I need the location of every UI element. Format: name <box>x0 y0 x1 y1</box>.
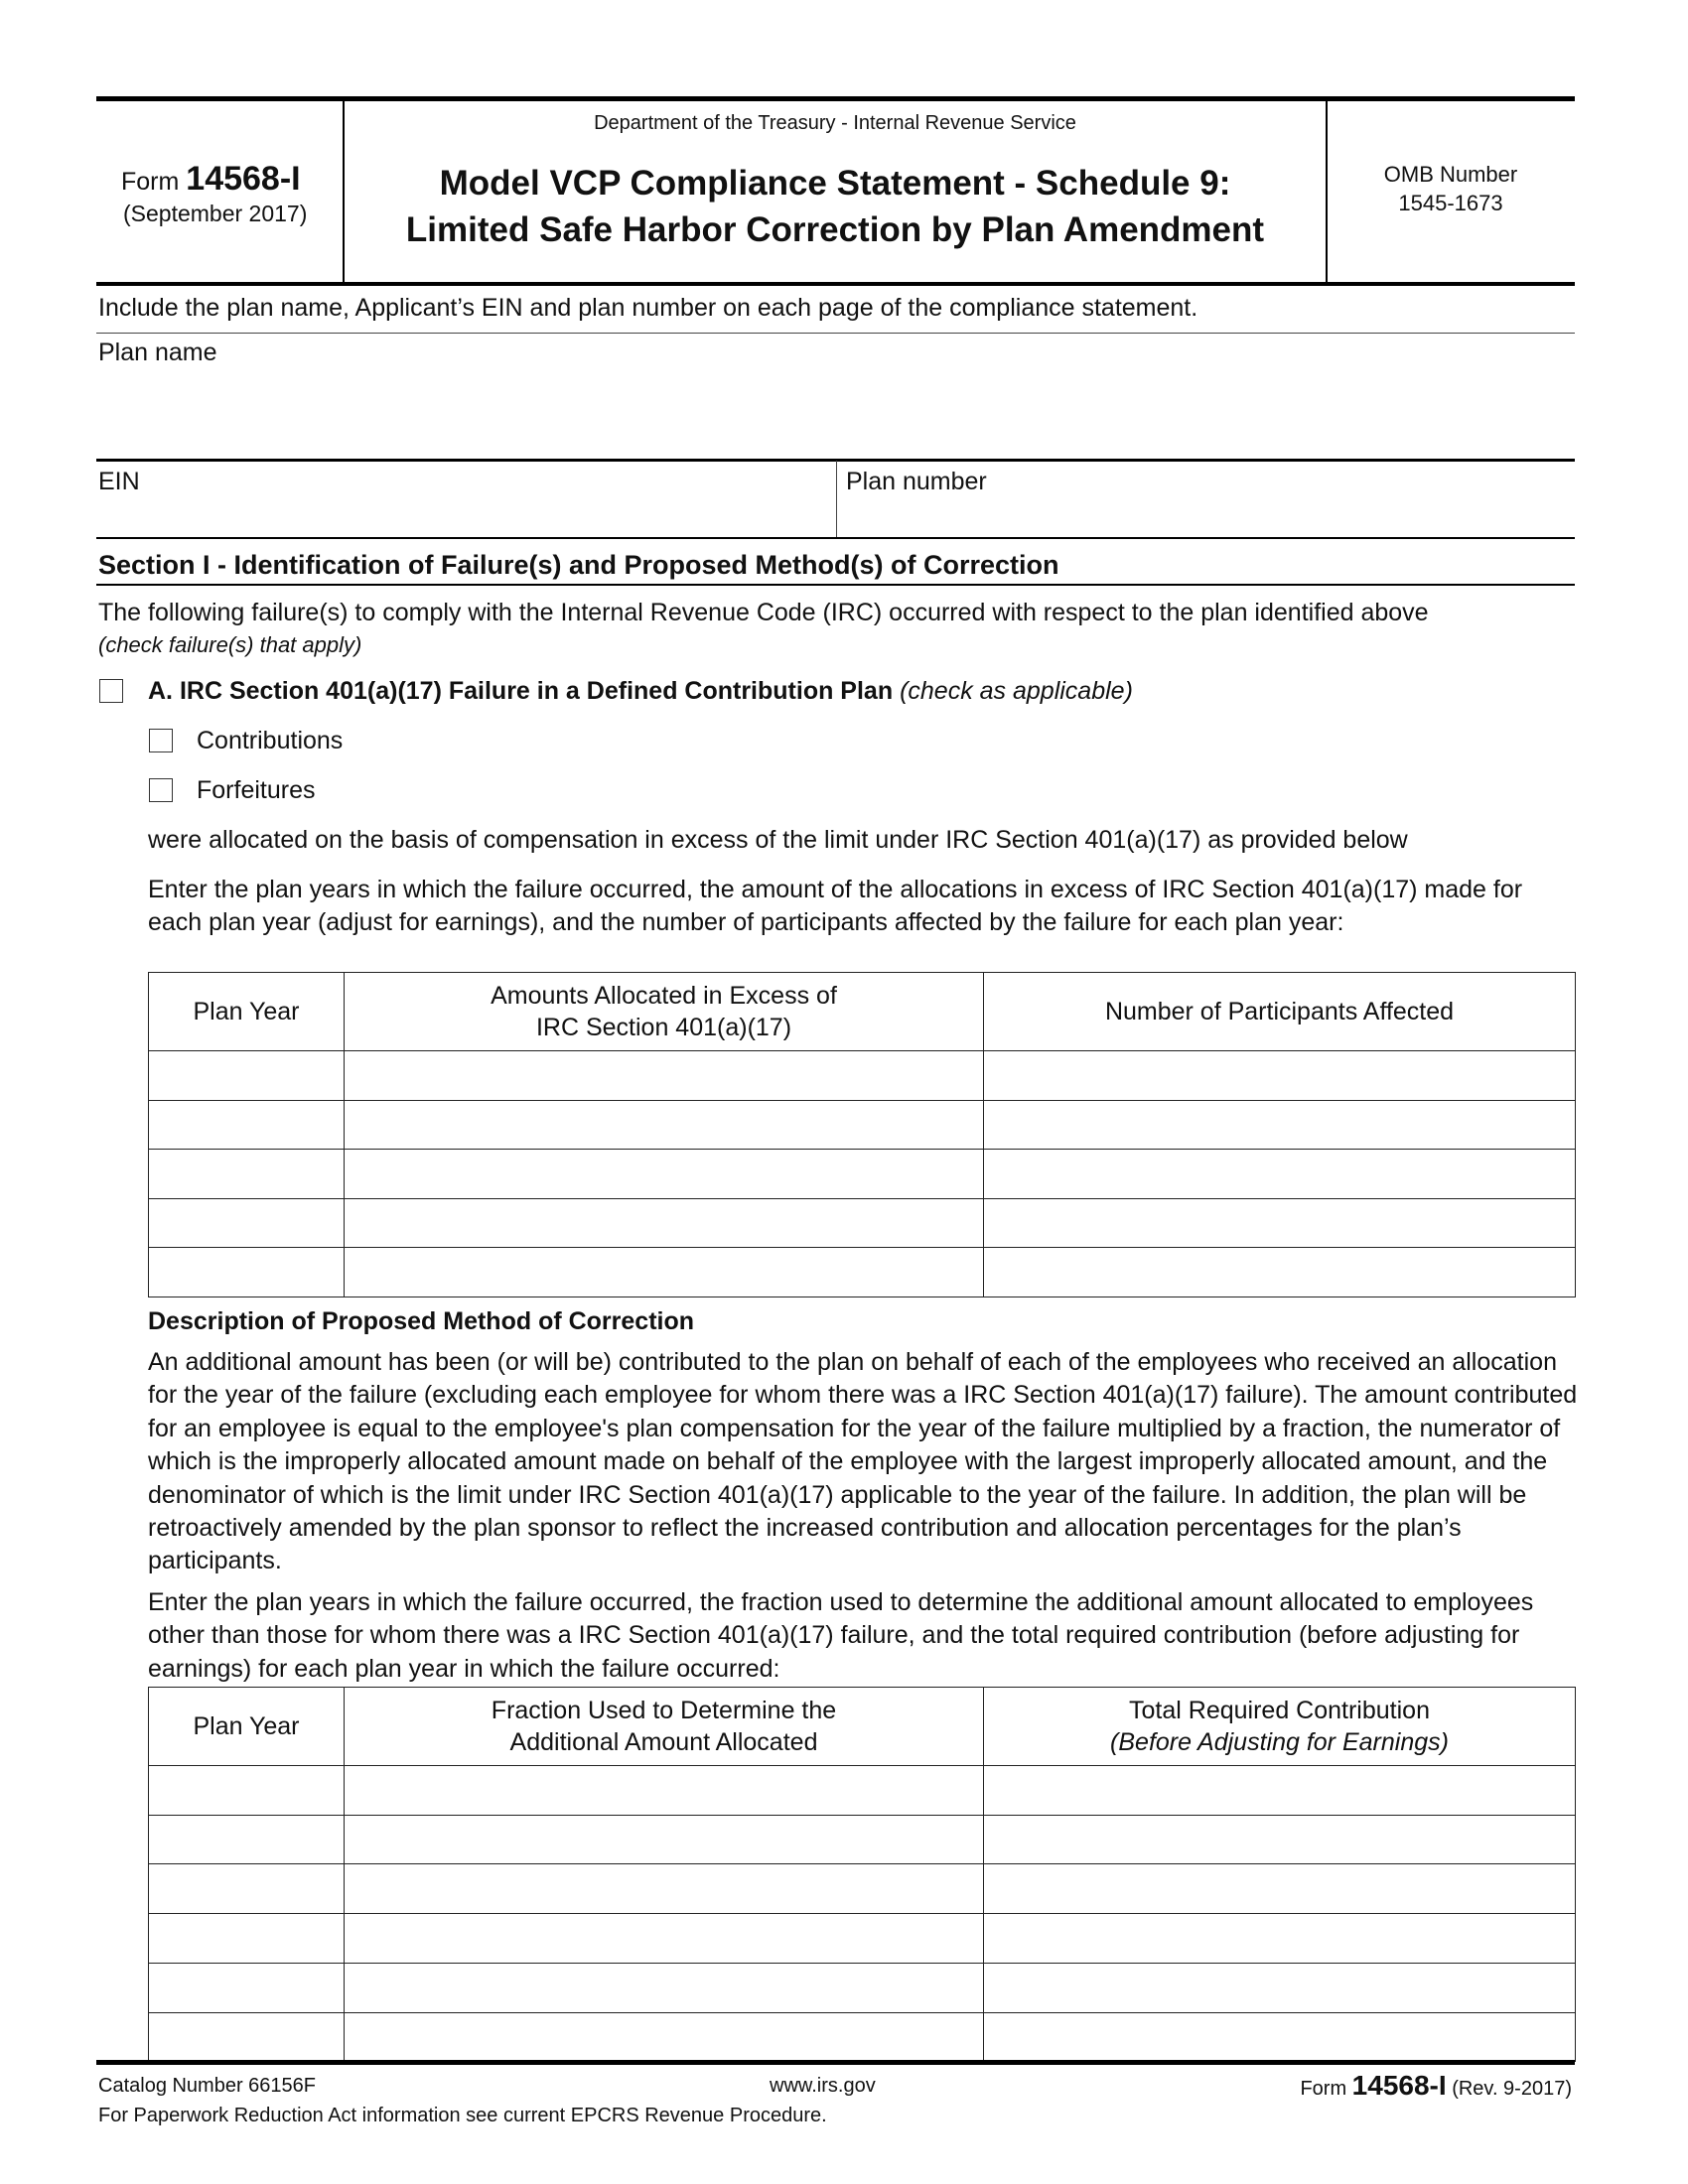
col-fraction <box>345 1688 984 1766</box>
section-intro: The following failure(s) to comply with the Internal Revenue Code (IRC) occurred with respect to the plan identified above <box>98 599 1429 626</box>
cell-amount[interactable] <box>345 1051 984 1101</box>
description-text: An additional amount has been (or will be) contributed to the plan on behalf of each of the employees who received an allocation for the year of the failure (excluding each employee for whom there was a IRC Section 401(a)(17) failure). The amount contributed for an employee is equal to the employee's plan compensation for the year of the failure multiplied by a fraction, the numerator of which is the improperly allocated amount made on behalf of the employee with the largest improperly allocated amount, and the denominator of which is the limit under IRC Section 401(a)(17) applicable to the year of the failure. In addition, the plan will be retroactively amended by the plan sponsor to reflect the increased contribution and allocation percentages for the plan’s participants. <box>148 1348 1578 1575</box>
col-participants-affected: Number of Participants Affected <box>984 973 1576 1051</box>
top-rule <box>96 96 1575 101</box>
item-a-label <box>148 676 1133 706</box>
cell-amount[interactable] <box>345 1150 984 1199</box>
table-row <box>149 1766 1576 1816</box>
cell-plan-year[interactable] <box>149 1199 345 1248</box>
intro-text: Include the plan name, Applicant’s EIN and plan number on each page of the compliance statement. <box>98 294 1198 322</box>
form-date: (September 2017) <box>123 201 308 226</box>
cell-total[interactable] <box>984 1766 1576 1816</box>
cell-fraction[interactable] <box>345 2013 984 2062</box>
cell-participants[interactable] <box>984 1051 1576 1101</box>
table-row <box>149 1964 1576 2013</box>
cell-fraction[interactable] <box>345 1766 984 1816</box>
header-line: IRC Section 401(a)(17) <box>535 1014 792 1041</box>
section-heading: Section I - Identification of Failure(s) and Proposed Method(s) of Correction <box>98 550 1059 580</box>
footer-rule <box>96 2060 1575 2065</box>
cell-amount[interactable] <box>345 1199 984 1248</box>
plan-name-label: Plan name <box>98 339 217 366</box>
header-line: Additional Amount Allocated <box>509 1728 818 1756</box>
section-intro-note: (check failure(s) that apply) <box>98 632 362 657</box>
divider <box>96 584 1575 586</box>
table-row <box>149 2013 1576 2062</box>
cell-total[interactable] <box>984 1816 1576 1864</box>
cell-total[interactable] <box>984 2013 1576 2062</box>
cell-plan-year[interactable] <box>149 1101 345 1150</box>
form-title-line1: Model VCP Compliance Statement - Schedule 9: <box>439 164 1231 203</box>
checkbox-item-a[interactable] <box>99 679 123 703</box>
cell-amount[interactable] <box>345 1101 984 1150</box>
cell-participants[interactable] <box>984 1248 1576 1297</box>
plan-number-input[interactable] <box>844 496 1569 536</box>
footer-form-label: Form <box>1300 2078 1347 2100</box>
footer-form-number: 14568-I <box>1351 2070 1447 2101</box>
divider <box>96 537 1575 539</box>
form-label: Form <box>121 168 180 196</box>
agency-name: Department of the Treasury - Internal Revenue Service <box>594 112 1076 134</box>
cell-fraction[interactable] <box>345 1864 984 1914</box>
cell-plan-year[interactable] <box>149 2013 345 2062</box>
table-row <box>149 1199 1576 1248</box>
table-row <box>149 1051 1576 1101</box>
header-line: Total Required Contribution <box>1129 1696 1430 1724</box>
table-row <box>149 1101 1576 1150</box>
plan-number-label: Plan number <box>846 468 987 495</box>
table-row <box>149 1914 1576 1964</box>
footer-form-id <box>1300 2069 1572 2103</box>
cell-total[interactable] <box>984 1914 1576 1964</box>
footer-revision: (Rev. 9-2017) <box>1452 2078 1572 2100</box>
form-id <box>121 159 301 200</box>
cell-total[interactable] <box>984 1964 1576 2013</box>
col-amounts-allocated <box>345 973 984 1051</box>
enter-instructions-2: Enter the plan years in which the failure occurred, the fraction used to determine the additional amount allocated to employees other than those for whom there was a IRC Section 401(a)(17) failure, and the total required contribution (before adjusting for earnings) for each plan year in which the failure occurred: <box>148 1588 1534 1683</box>
cell-fraction[interactable] <box>345 1914 984 1964</box>
ein-label: EIN <box>98 468 140 495</box>
cell-total[interactable] <box>984 1864 1576 1914</box>
checkbox-forfeitures[interactable] <box>149 778 173 802</box>
cell-participants[interactable] <box>984 1101 1576 1150</box>
cell-plan-year[interactable] <box>149 1914 345 1964</box>
header-bottom-rule <box>96 282 1575 286</box>
field-divider <box>836 461 837 538</box>
cell-plan-year[interactable] <box>149 1150 345 1199</box>
col-plan-year: Plan Year <box>149 1688 345 1766</box>
cell-fraction[interactable] <box>345 1964 984 2013</box>
failure-years-table <box>148 972 1576 1297</box>
col-plan-year: Plan Year <box>149 973 345 1051</box>
forfeitures-label: Forfeitures <box>197 776 316 804</box>
header-line: Fraction Used to Determine the <box>491 1696 837 1724</box>
cell-fraction[interactable] <box>345 1816 984 1864</box>
item-a-note: (check as applicable) <box>900 677 1133 705</box>
cell-plan-year[interactable] <box>149 1051 345 1101</box>
table-row <box>149 1248 1576 1297</box>
ein-input[interactable] <box>96 496 831 536</box>
checkbox-contributions[interactable] <box>149 729 173 752</box>
cell-plan-year[interactable] <box>149 1864 345 1914</box>
plan-name-input[interactable] <box>96 369 1575 457</box>
description-heading: Description of Proposed Method of Correction <box>148 1307 695 1335</box>
form-title-line2: Limited Safe Harbor Correction by Plan Amendment <box>405 210 1265 249</box>
cell-participants[interactable] <box>984 1199 1576 1248</box>
enter-instructions-1: Enter the plan years in which the failure occurred, the amount of the allocations in excess of IRC Section 401(a)(17) made for each plan year (adjust for earnings), and the number of participants affected by the failure for each plan year: <box>148 876 1523 937</box>
divider <box>96 333 1575 334</box>
table-row <box>149 1816 1576 1864</box>
table-header-row <box>149 973 1576 1051</box>
item-a-title: A. IRC Section 401(a)(17) Failure in a Defined Contribution Plan <box>148 677 894 705</box>
correction-amounts-table <box>148 1687 1576 2062</box>
col-total-contribution <box>984 1688 1576 1766</box>
contributions-label: Contributions <box>197 727 344 754</box>
table-row <box>149 1864 1576 1914</box>
cell-amount[interactable] <box>345 1248 984 1297</box>
catalog-number: Catalog Number 66156F <box>98 2075 317 2097</box>
omb-label: OMB Number <box>1383 162 1518 187</box>
table-header-row <box>149 1688 1576 1766</box>
table-row <box>149 1150 1576 1199</box>
form-number: 14568-I <box>186 160 301 198</box>
cell-plan-year[interactable] <box>149 1766 345 1816</box>
cell-plan-year[interactable] <box>149 1248 345 1297</box>
irs-website: www.irs.gov <box>770 2075 876 2097</box>
omb-number: 1545-1673 <box>1398 191 1503 215</box>
cell-participants[interactable] <box>984 1150 1576 1199</box>
paperwork-notice: For Paperwork Reduction Act information see current EPCRS Revenue Procedure. <box>98 2105 827 2126</box>
allocated-text: were allocated on the basis of compensation in excess of the limit under IRC Section 401(a)(17) as provided below <box>148 826 1408 854</box>
header-line: (Before Adjusting for Earnings) <box>1110 1728 1449 1756</box>
cell-plan-year[interactable] <box>149 1964 345 2013</box>
cell-plan-year[interactable] <box>149 1816 345 1864</box>
header-line: Amounts Allocated in Excess of <box>491 981 837 1010</box>
